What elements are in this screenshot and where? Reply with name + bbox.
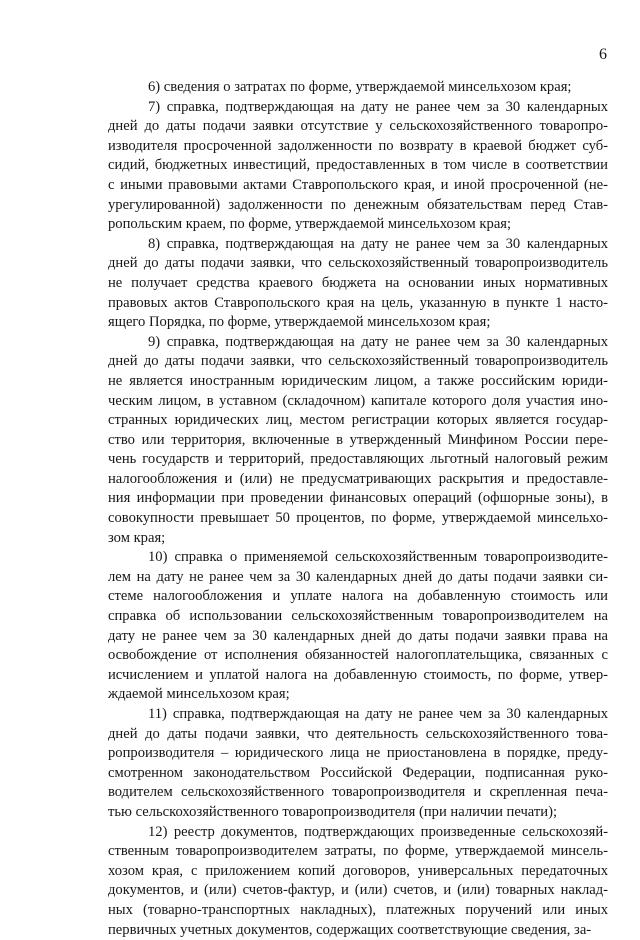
paragraph-p7: [108, 98, 608, 235]
paragraph-line: ния информации при проведении финансовых операций (офшорные зоны), в: [108, 490, 608, 507]
paragraph-line: 6) сведения о затратах по форме, утверждаемой минсельхозом края;: [148, 79, 572, 95]
paragraph-line: изводителя просроченной задолженности по возврату в краевой бюджет суб-: [108, 137, 608, 154]
paragraph-p6: [108, 78, 608, 98]
paragraph-line: не получает средства краевого бюджета на основании иных нормативных: [108, 274, 608, 291]
paragraph-line: первичных учетных документов, содержащих соответствующие сведения, за-: [108, 921, 592, 938]
paragraph-line: ных (товарно-транспортных накладных), платежных поручений или иных: [108, 901, 608, 918]
paragraph-line: тью сельскохозяйственного товаропроизводителя (при наличии печати);: [108, 803, 557, 820]
paragraph-line: зом края;: [108, 529, 166, 546]
paragraph-line: освобождение от исполнения обязанностей налогоплательщика, связанных с: [108, 647, 608, 664]
paragraph-line: не является иностранным юридическим лицом, а также российским юриди-: [108, 372, 608, 389]
paragraph-line: урегулированной) задолженности по денежным обязательствам перед Став-: [108, 196, 608, 213]
paragraph-line: ропроизводителя – юридического лица не приостановлена в порядке, преду-: [108, 745, 608, 762]
paragraph-line: сидий, бюджетных инвестиций, предоставленных в том числе в соответствии: [108, 157, 608, 174]
paragraph-line: 11) справка, подтверждающая на дату не ранее чем за 30 календарных: [148, 706, 608, 722]
paragraph-line: с иными правовыми актами Ставропольского края, и иной просроченной (не-: [108, 176, 608, 193]
paragraph-line: водителем сельскохозяйственного товаропроизводителя и скрепленная печа-: [108, 784, 608, 801]
paragraph-line: дней до даты подачи заявки отсутствие у сельскохозяйственного товаропро-: [108, 118, 608, 135]
paragraph-line: ческим лицом, в уставном (складочном) капитале которого доля участия ино-: [108, 392, 608, 409]
paragraph-line: ждаемой минсельхозом края;: [108, 686, 290, 703]
paragraph-p8: [108, 235, 608, 333]
paragraph-line: ственным товаропроизводителем затраты, по форме, утверждаемой минсель-: [108, 843, 608, 860]
paragraph-p9: [108, 333, 608, 549]
paragraph-line: дней до даты подачи заявки, что сельскохозяйственный товаропроизводитель: [108, 353, 608, 370]
paragraph-line: дней до даты подачи заявки, что сельскохозяйственный товаропроизводитель: [108, 255, 608, 272]
paragraph-line: стеме налогообложения и уплате налога на добавленную стоимость или: [108, 588, 608, 605]
paragraph-line: исчислением и уплатой налога на добавленную стоимость, по форме, утвер-: [108, 666, 608, 683]
paragraph-line: ящего Порядка, по форме, утверждаемой минсельхозом края;: [108, 314, 491, 331]
paragraph-line: правовых актов Ставропольского края на цель, указанную в пункте 1 насто-: [108, 294, 608, 311]
paragraph-line: дату не ранее чем за 30 календарных дней до даты подачи заявки права на: [108, 627, 608, 644]
paragraph-line: хозом края, с приложением копий договоров, универсальных передаточных: [108, 862, 608, 879]
paragraph-line: лем на дату не ранее чем за 30 календарных дней до даты подачи заявки си-: [108, 568, 608, 585]
paragraph-line: 7) справка, подтверждающая на дату не ранее чем за 30 календарных: [148, 98, 608, 115]
paragraph-line: 12) реестр документов, подтверждающих произведенные сельскохозяй-: [148, 823, 608, 840]
paragraph-line: налогообложения и (или) не предусматривающих раскрытия и предоставле-: [108, 470, 608, 487]
paragraph-line: дней до даты подачи заявки, что деятельность сельскохозяйственного това-: [108, 725, 608, 742]
paragraph-line: чень государств и территорий, предоставляющих льготный налоговый режим: [108, 451, 608, 468]
document-body: [108, 78, 608, 940]
paragraph-p10: [108, 548, 608, 705]
paragraph-line: 10) справка о применяемой сельскохозяйственным товаропроизводите-: [148, 549, 608, 566]
paragraph-p11: [108, 705, 608, 823]
paragraph-line: 8) справка, подтверждающая на дату не ранее чем за 30 календарных: [148, 235, 608, 252]
paragraph-line: смотренном законодательством Российской Федерации, подписанная руко-: [108, 764, 608, 781]
paragraph-line: 9) справка, подтверждающая на дату не ранее чем за 30 календарных: [148, 333, 608, 350]
paragraph-p12: [108, 823, 608, 940]
paragraph-line: ство или территория, включенные в утвержденный Минфином России пере-: [108, 431, 608, 448]
paragraph-line: совокупности превышает 50 процентов, по форме, утверждаемой минсельхо-: [108, 510, 608, 527]
paragraph-line: странных юридических лиц, местом регистрации которых является государ-: [108, 412, 608, 429]
page-number: 6: [599, 46, 607, 63]
paragraph-line: справка об использовании сельскохозяйственным товаропроизводителем на: [108, 608, 608, 625]
paragraph-line: документов, и (или) счетов-фактур, и (или) счетов, и (или) товарных наклад-: [108, 882, 608, 899]
paragraph-line: ропольским краем, по форме, утверждаемой минсельхозом края;: [108, 216, 512, 233]
